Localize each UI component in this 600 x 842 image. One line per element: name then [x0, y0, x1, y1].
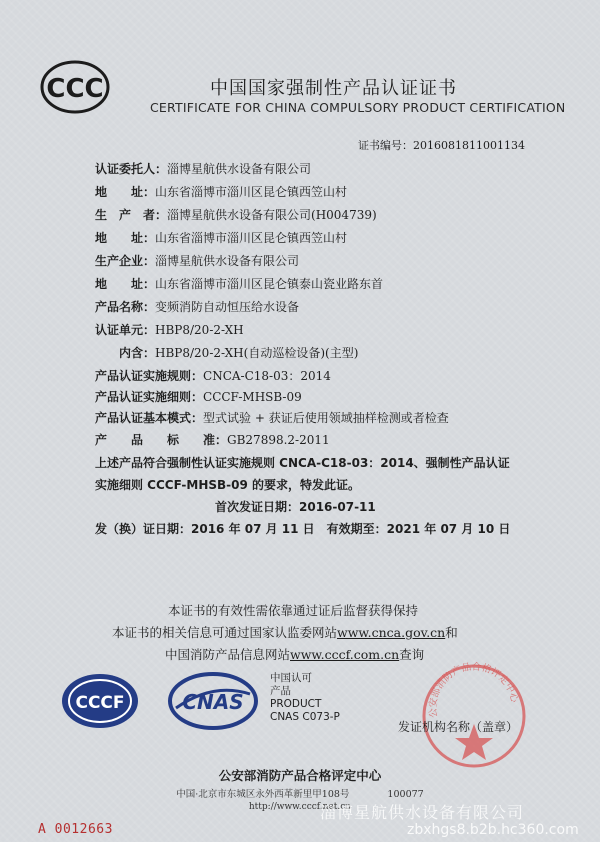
- field-row-contains: [95, 344, 358, 361]
- field-value: CNCA-C18-03：2014: [203, 369, 331, 383]
- field-row-cert-unit: [95, 321, 244, 338]
- issue-validity-line: 发（换）证日期：2016 年 07 月 11 日 有效期至：2021 年 07 月 10 日: [95, 522, 511, 536]
- ccc-logo: [40, 60, 110, 114]
- field-row-impl-rules: [95, 367, 331, 384]
- certificate-title-en: CERTIFICATE FOR CHINA COMPULSORY PRODUCT CERTIFICATION: [150, 100, 566, 115]
- field-row-factory: [95, 252, 299, 269]
- field-label: 产 品 标 准：: [95, 433, 228, 447]
- watermark-company: 淄博星航供水设备有限公司: [320, 803, 525, 822]
- field-value: GB27898.2-2011: [227, 433, 330, 447]
- notice-line-3-tail: 查询: [399, 647, 425, 662]
- field-value: 淄博星航供水设备有限公司: [155, 254, 300, 268]
- issuer-address: 中国·北京市东城区永外西革新里甲108号 100077: [176, 789, 424, 800]
- field-value: 山东省淄博市淄川区昆仑镇西笠山村: [155, 231, 348, 245]
- notice-line-2: [112, 623, 458, 641]
- serial-number: A 0012663: [38, 822, 113, 837]
- field-label: 生产企业：: [95, 254, 156, 268]
- field-row-manufacturer-address: [95, 229, 347, 246]
- certificate-title-cn: 中国国家强制性产品认证证书: [210, 78, 457, 99]
- field-row-applicant: [95, 160, 311, 177]
- field-row-factory-address: [95, 275, 383, 292]
- field-row-impl-details: [95, 388, 302, 405]
- notice-line-2-tail: 和: [445, 625, 458, 640]
- statement-line-2: 实施细则 CCCF-MHSB-09 的要求，特发此证。: [95, 478, 361, 492]
- field-value: HBP8/20-2-XH: [155, 323, 244, 337]
- field-row-standard: [95, 431, 330, 448]
- field-label: 地 址：: [95, 185, 156, 199]
- notice-line-2-text: 本证书的相关信息可通过国家认监委网站: [112, 625, 338, 640]
- field-label: 认证单元：: [95, 323, 156, 337]
- issuer-website[interactable]: http://www.cccf.net.cn: [248, 802, 352, 812]
- field-row-basic-mode: [95, 409, 449, 426]
- field-row-product-name: [95, 298, 299, 315]
- cnas-accreditation-text: [270, 672, 340, 724]
- field-label: 产品名称：: [95, 300, 156, 314]
- field-label: 生 产 者：: [95, 208, 168, 222]
- cnas-logo-text: CNAS: [182, 690, 244, 714]
- notice-line-3-text: 中国消防产品信息网站: [165, 647, 291, 662]
- field-label: 地 址：: [95, 277, 156, 291]
- cccf-logo: [60, 672, 140, 730]
- cnas-logo: [168, 672, 258, 730]
- field-value: HBP8/20-2-XH(自动巡检设备)(主型): [155, 346, 359, 360]
- field-value: 型式试验 + 获证后使用领域抽样检测或者检查: [203, 411, 449, 425]
- cccf-logo-text: CCCF: [75, 693, 125, 713]
- field-label: 产品认证实施细则：: [95, 390, 204, 404]
- certificate-number: 证书编号：2016081811001134: [358, 139, 525, 152]
- cnas-line: 产品: [270, 685, 291, 697]
- notice-line-1: 本证书的有效性需依靠通过证后监督获得保持: [168, 603, 419, 618]
- field-value: 变频消防自动恒压给水设备: [155, 300, 300, 314]
- watermark-site: zbxhgs8.b2b.hc360.com: [407, 822, 579, 838]
- field-value: 山东省淄博市淄川区昆仑镇泰山瓷业路东首: [155, 277, 384, 291]
- field-value: 山东省淄博市淄川区昆仑镇西笠山村: [155, 185, 348, 199]
- field-value: CCCF-MHSB-09: [203, 390, 302, 404]
- cccf-website-link[interactable]: www.cccf.com.cn: [290, 647, 400, 662]
- statement-line-1: 上述产品符合强制性认证实施规则 CNCA-C18-03：2014、强制性产品认证: [95, 456, 510, 470]
- svg-text:公安部消防产品合格评定中心: [427, 662, 521, 718]
- issuing-organization: 公安部消防产品合格评定中心: [218, 768, 382, 783]
- field-value: 淄博星航供水设备有限公司(H004739): [167, 208, 377, 222]
- field-label: 产品认证基本模式：: [95, 411, 204, 425]
- seal-text: 公安部消防产品合格评定中心: [427, 662, 520, 719]
- official-seal: [420, 662, 528, 770]
- field-label: 地 址：: [95, 231, 156, 245]
- field-label: 内含：: [95, 346, 156, 360]
- first-issue-date: 首次发证日期：2016-07-11: [215, 500, 376, 514]
- cnca-website-link[interactable]: www.cnca.gov.cn: [337, 625, 446, 640]
- field-label: 产品认证实施规则：: [95, 369, 204, 383]
- cnas-line: PRODUCT: [270, 698, 322, 710]
- field-row-manufacturer: [95, 206, 377, 223]
- field-value: 淄博星航供水设备有限公司: [167, 162, 312, 176]
- cnas-line: CNAS C073-P: [270, 711, 340, 723]
- ccc-logo-text: CCC: [46, 74, 104, 104]
- notice-line-3: [165, 645, 424, 663]
- issuer-label: 发证机构名称（盖章）: [398, 720, 519, 734]
- cnas-line: 中国认可: [270, 672, 312, 684]
- field-row-applicant-address: [95, 183, 347, 200]
- field-label: 认证委托人：: [95, 162, 168, 176]
